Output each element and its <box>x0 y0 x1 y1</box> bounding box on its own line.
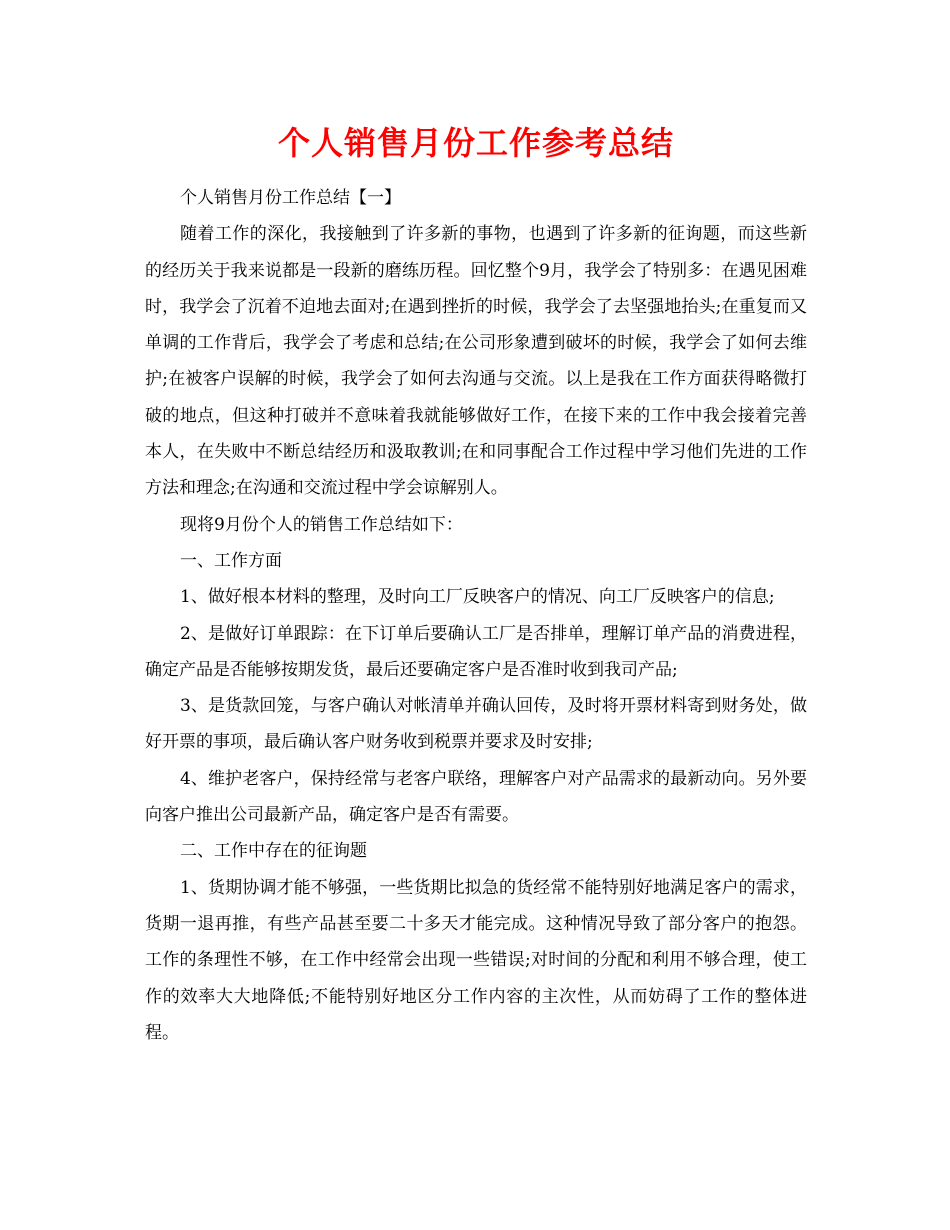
work-item-2: 2、是做好订单跟踪：在下订单后要确认工厂是否排单，理解订单产品的消费进程，确定产品是否能够按期发货，最后还要确定客户是否准时收到我司产品; <box>145 623 807 680</box>
work-aspect-heading: 一、工作方面 <box>180 550 282 571</box>
document-page <box>145 118 807 1051</box>
problems-heading: 二、工作中存在的征询题 <box>180 841 367 862</box>
work-item-4: 4、维护老客户，保持经常与老客户联络，理解客户对产品需求的最新动向。另外要向客户推出公司最新产品，确定客户是否有需要。 <box>145 768 807 826</box>
intro-paragraph: 随着工作的深化，我接触到了许多新的事物，也遇到了许多新的征询题，而这些新的经历关于我来说都是一段新的磨练历程。回忆整个9月，我学会了特别多：在遇见困难时，我学会了沉着不迫地去面对;在遇到挫折的时候，我学会了去坚强地抬头;在重复而又单调的工作背后，我学会了考虑和总结;在公司形象遭到破坏的时候，我学会了如何去维护;在被客户误解的时候，我学会了如何去沟通与交流。以上是我在工作方面获得略微打破的地点，但这种打破并不意味着我就能够做好工作，在接下来的工作中我会接着完善本人，在失败中不断总结经历和汲取教训;在和同事配合工作过程中学习他们先进的工作方法和理念;在沟通和交流过程中学会谅解别人。 <box>145 224 807 499</box>
section-heading-one: 个人销售月份工作总结【一】 <box>180 188 401 208</box>
work-item-1: 1、做好根本材料的整理，及时向工厂反映客户的情况、向工厂反映客户的信息; <box>180 587 775 608</box>
problem-item-1: 1、货期协调才能不够强，一些货期比拟急的货经常不能特别好地满足客户的需求，货期一退再推，有些产品甚至要二十多天才能完成。这种情况导致了部分客户的抱怨。工作的条理性不够，在工作中经常会出现一些错误;对时间的分配和利用不够合理，使工作的效率大大地降低;不能特别好地区分工作内容的主次性，从而妨碍了工作的整体进程。 <box>145 877 807 1043</box>
document-title: 个人销售月份工作参考总结 <box>277 124 674 162</box>
work-item-3: 3、是货款回笼，与客户确认对帐清单并确认回传，及时将开票材料寄到财务处，做好开票的事项，最后确认客户财务收到税票并要求及时安排; <box>145 696 807 753</box>
summary-lead-paragraph: 现将9月份个人的销售工作总结如下： <box>180 514 463 535</box>
